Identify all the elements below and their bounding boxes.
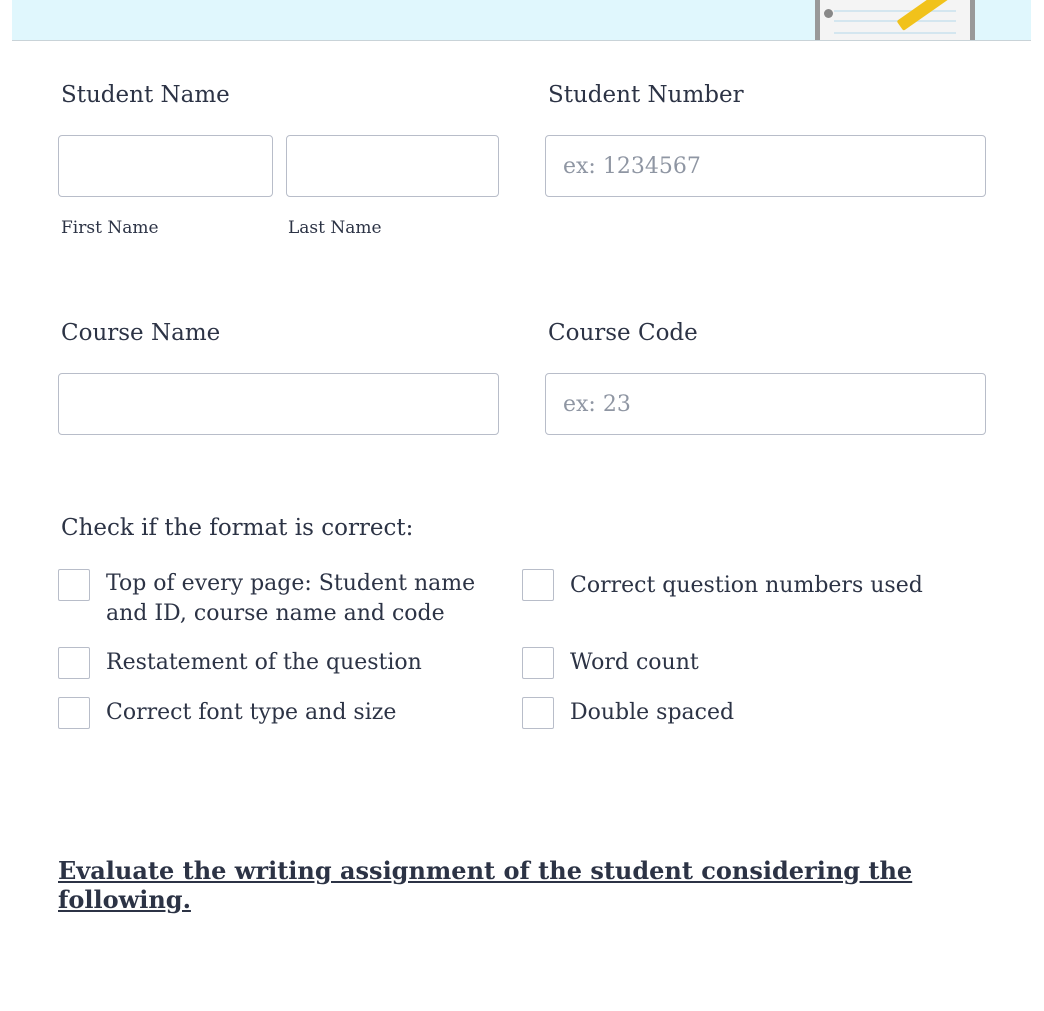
notepad-illustration — [815, 0, 975, 40]
checkbox-label: Restatement of the question — [106, 650, 422, 675]
checkbox-label: Correct question numbers used — [570, 573, 923, 598]
first-name-input[interactable] — [58, 135, 273, 197]
last-name-input[interactable] — [286, 135, 499, 197]
checkbox-restatement[interactable] — [58, 647, 90, 679]
student-number-input[interactable] — [545, 135, 986, 197]
notepad-line — [834, 20, 956, 22]
notepad-line — [834, 10, 956, 12]
evaluate-heading: Evaluate the writing assignment of the student considering the following. — [58, 856, 913, 914]
checkbox-double-spaced[interactable] — [522, 697, 554, 729]
checkbox-word-count[interactable] — [522, 647, 554, 679]
checkbox-top-of-page[interactable] — [58, 569, 90, 601]
first-name-sublabel: First Name — [61, 218, 159, 238]
student-name-label: Student Name — [61, 82, 230, 108]
course-name-label: Course Name — [61, 320, 221, 346]
checkbox-label: Top of every page: Student name and ID, course name and code — [106, 571, 476, 626]
student-number-label: Student Number — [548, 82, 744, 108]
notepad-line — [834, 32, 956, 34]
course-code-label: Course Code — [548, 320, 698, 346]
format-check-label: Check if the format is correct: — [61, 515, 414, 541]
course-code-input[interactable] — [545, 373, 986, 435]
checkbox-font[interactable] — [58, 697, 90, 729]
last-name-sublabel: Last Name — [288, 218, 382, 238]
course-name-input[interactable] — [58, 373, 499, 435]
checkbox-label: Double spaced — [570, 700, 735, 725]
checkbox-question-numbers[interactable] — [522, 569, 554, 601]
checkbox-label: Word count — [570, 650, 699, 675]
checkbox-label: Correct font type and size — [106, 700, 397, 725]
notepad-hole — [824, 9, 833, 18]
